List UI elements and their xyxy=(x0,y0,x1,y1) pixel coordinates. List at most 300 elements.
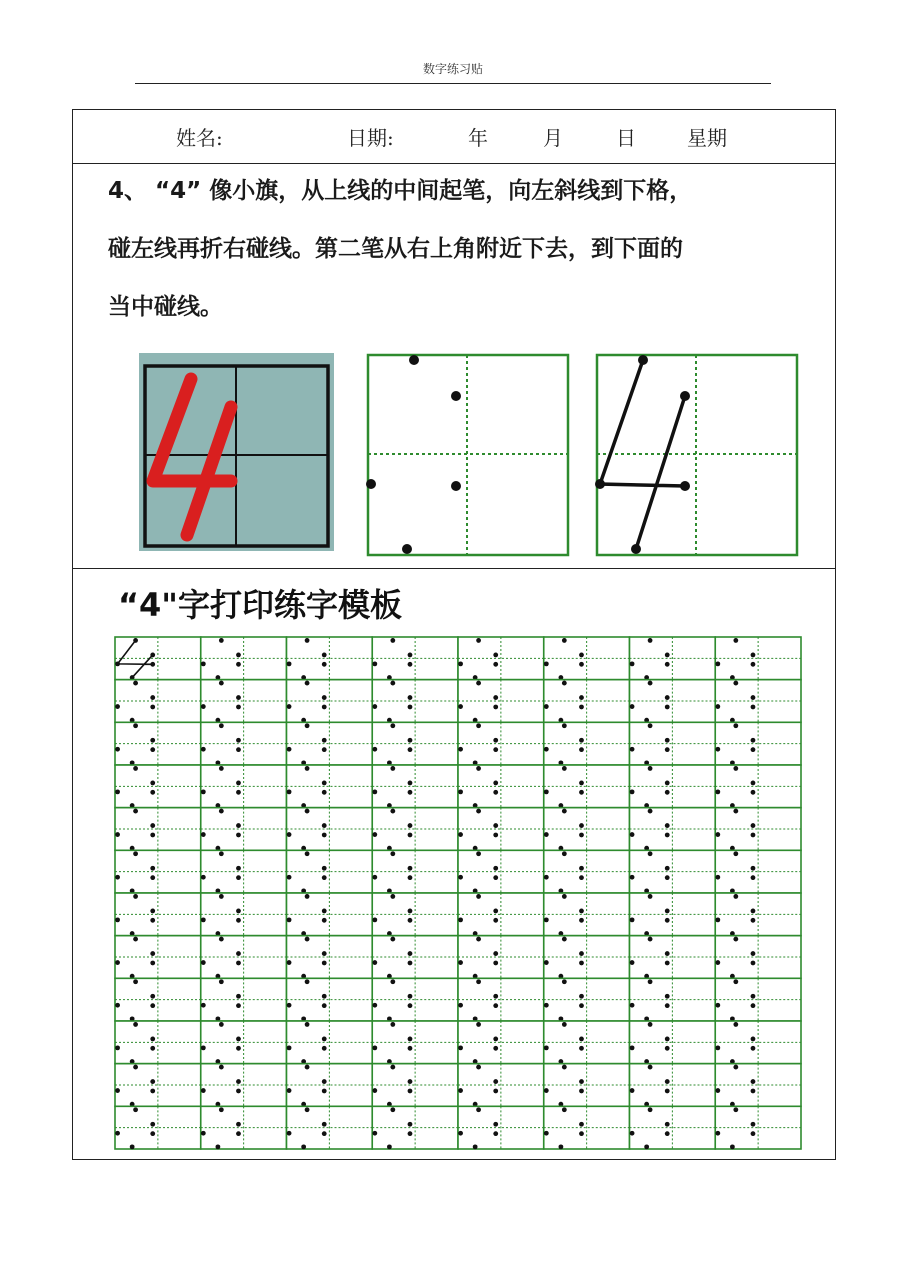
guide-dot xyxy=(236,662,241,667)
guide-dot xyxy=(630,1045,635,1050)
guide-dot xyxy=(322,909,327,914)
guide-dot xyxy=(559,1144,564,1149)
guide-dot xyxy=(458,832,463,837)
guide-dot xyxy=(579,781,584,786)
guide-dot xyxy=(579,1131,584,1136)
guide-dot xyxy=(133,1022,138,1027)
guide-dot xyxy=(715,1003,720,1008)
guide-dot xyxy=(493,961,498,966)
guide-dot xyxy=(493,866,498,871)
guide-dot xyxy=(408,662,413,667)
info-row xyxy=(73,110,835,164)
guide-dot xyxy=(236,1003,241,1008)
guide-dot xyxy=(579,790,584,795)
guide-dot xyxy=(665,823,670,828)
guide-dot xyxy=(476,937,481,942)
guide-dot xyxy=(715,789,720,794)
dot-guide-box xyxy=(366,353,570,557)
guide-dot xyxy=(390,766,395,771)
guide-dot xyxy=(287,875,292,880)
guide-dot xyxy=(751,866,756,871)
guide-dot xyxy=(665,909,670,914)
guide-dot xyxy=(372,661,377,666)
guide-dot xyxy=(458,1003,463,1008)
guide-dot xyxy=(751,1089,756,1094)
guide-dot xyxy=(579,662,584,667)
guide-dot xyxy=(493,918,498,923)
guide-dot xyxy=(408,994,413,999)
guide-dot xyxy=(115,789,120,794)
guide-dot xyxy=(287,747,292,752)
guide-dot xyxy=(630,747,635,752)
guide-dot xyxy=(372,1088,377,1093)
guide-dot xyxy=(219,809,224,814)
guide-dot xyxy=(544,875,549,880)
guide-dot xyxy=(219,681,224,686)
guide-dot xyxy=(751,662,756,667)
guide-dot xyxy=(458,1045,463,1050)
guide-dot xyxy=(579,918,584,923)
month-label: 月 xyxy=(543,126,563,150)
guide-dot xyxy=(322,1003,327,1008)
guide-dot xyxy=(150,662,155,667)
guide-dot xyxy=(751,909,756,914)
guide-dot xyxy=(408,781,413,786)
guide-dot xyxy=(579,1046,584,1051)
guide-dot xyxy=(408,866,413,871)
guide-dot xyxy=(665,1089,670,1094)
guide-dot xyxy=(476,1065,481,1070)
guide-dot xyxy=(287,704,292,709)
guide-dot xyxy=(544,960,549,965)
guide-dot xyxy=(150,738,155,743)
guide-dot xyxy=(630,917,635,922)
guide-dot xyxy=(322,833,327,838)
guide-dot xyxy=(648,1022,653,1027)
guide-dot xyxy=(476,979,481,984)
guide-dot xyxy=(648,723,653,728)
guide-dot xyxy=(372,1045,377,1050)
stroke-guide-box xyxy=(595,353,799,557)
guide-dot xyxy=(562,638,567,643)
guide-dot xyxy=(219,1022,224,1027)
guide-dot xyxy=(236,738,241,743)
guide-dot xyxy=(322,1131,327,1136)
guide-dot xyxy=(287,1088,292,1093)
guide-dot xyxy=(476,766,481,771)
guide-dot xyxy=(665,1003,670,1008)
guide-dot xyxy=(648,638,653,643)
guide-dot xyxy=(715,704,720,709)
guide-dot xyxy=(451,481,461,491)
guide-dot xyxy=(751,875,756,880)
guide-dot xyxy=(287,1003,292,1008)
guide-dot xyxy=(390,851,395,856)
guide-dot xyxy=(648,766,653,771)
guide-dot xyxy=(579,653,584,658)
guide-dot xyxy=(201,1131,206,1136)
guide-dot xyxy=(133,681,138,686)
worksheet xyxy=(72,109,836,1160)
guide-dot xyxy=(408,747,413,752)
guide-dot xyxy=(579,1089,584,1094)
guide-dot xyxy=(544,661,549,666)
guide-dot xyxy=(408,790,413,795)
guide-dot xyxy=(133,723,138,728)
guide-dot xyxy=(322,747,327,752)
guide-dot xyxy=(544,1045,549,1050)
guide-dot xyxy=(630,789,635,794)
guide-dot xyxy=(476,681,481,686)
guide-dot xyxy=(715,1088,720,1093)
guide-dot xyxy=(715,960,720,965)
guide-dot xyxy=(493,747,498,752)
guide-dot xyxy=(236,790,241,795)
guide-dot xyxy=(493,1003,498,1008)
guide-dot xyxy=(305,851,310,856)
guide-dot xyxy=(630,1131,635,1136)
guide-dot xyxy=(579,695,584,700)
guide-dot xyxy=(476,894,481,899)
guide-dot xyxy=(562,1022,567,1027)
guide-dot xyxy=(579,961,584,966)
guide-dot xyxy=(390,1107,395,1112)
guide-dot xyxy=(390,1065,395,1070)
guide-dot xyxy=(648,681,653,686)
guide-dot xyxy=(236,866,241,871)
guide-dot xyxy=(408,951,413,956)
guide-dot xyxy=(236,875,241,880)
guide-dot xyxy=(219,979,224,984)
guide-dot xyxy=(579,1122,584,1127)
guide-dot xyxy=(458,1131,463,1136)
guide-dot xyxy=(579,875,584,880)
guide-dot xyxy=(236,705,241,710)
guide-dot xyxy=(476,723,481,728)
guide-dot xyxy=(665,1122,670,1127)
guide-dot xyxy=(458,917,463,922)
guide-dot xyxy=(493,695,498,700)
guide-dot xyxy=(751,1046,756,1051)
guide-dot xyxy=(579,823,584,828)
guide-dot xyxy=(236,1089,241,1094)
guide-dot xyxy=(409,355,419,365)
guide-dot xyxy=(372,747,377,752)
guide-dot xyxy=(150,1046,155,1051)
guide-dot xyxy=(150,1122,155,1127)
guide-dot xyxy=(236,961,241,966)
guide-dot xyxy=(579,1037,584,1042)
guide-dot xyxy=(201,1003,206,1008)
guide-dot xyxy=(665,875,670,880)
guide-dot xyxy=(287,917,292,922)
guide-dot xyxy=(648,937,653,942)
guide-dot xyxy=(665,747,670,752)
guide-dot xyxy=(733,638,738,643)
guide-dot xyxy=(115,1131,120,1136)
guide-dot xyxy=(287,789,292,794)
guide-dot xyxy=(493,781,498,786)
guide-dot xyxy=(638,355,648,365)
guide-dot xyxy=(387,1144,392,1149)
guide-dot xyxy=(372,832,377,837)
guide-dot xyxy=(493,909,498,914)
guide-dot xyxy=(751,747,756,752)
guide-dot xyxy=(630,1088,635,1093)
guide-dot xyxy=(305,1107,310,1112)
guide-dot xyxy=(458,661,463,666)
guide-dot xyxy=(562,766,567,771)
guide-dot xyxy=(458,747,463,752)
weekday-label: 星期 xyxy=(687,126,727,150)
guide-dot xyxy=(751,1122,756,1127)
guide-dot xyxy=(751,994,756,999)
guide-dot xyxy=(305,809,310,814)
guide-dot xyxy=(236,1079,241,1084)
guide-dot xyxy=(630,960,635,965)
guide-dot xyxy=(150,1131,155,1136)
guide-dot xyxy=(751,823,756,828)
guide-dot xyxy=(390,1022,395,1027)
guide-dot xyxy=(305,1022,310,1027)
guide-dot xyxy=(493,1131,498,1136)
guide-dot xyxy=(751,1131,756,1136)
guide-dot xyxy=(451,391,461,401)
guide-dot xyxy=(493,1089,498,1094)
guide-dot xyxy=(751,833,756,838)
guide-dot xyxy=(133,937,138,942)
guide-dot xyxy=(236,1131,241,1136)
guide-dot xyxy=(305,1065,310,1070)
guide-dot xyxy=(562,894,567,899)
guide-dot xyxy=(630,1003,635,1008)
guide-dot xyxy=(665,961,670,966)
guide-dot xyxy=(733,766,738,771)
guide-dot xyxy=(751,705,756,710)
guide-dot xyxy=(493,653,498,658)
guide-dot xyxy=(133,1065,138,1070)
guide-dot xyxy=(680,391,690,401)
guide-dot xyxy=(372,1003,377,1008)
guide-dot xyxy=(322,823,327,828)
header-rule xyxy=(135,83,771,84)
guide-dot xyxy=(305,681,310,686)
guide-dot xyxy=(372,875,377,880)
guide-dot xyxy=(201,747,206,752)
guide-dot xyxy=(630,832,635,837)
guide-dot xyxy=(493,738,498,743)
guide-dot xyxy=(648,894,653,899)
guide-dot xyxy=(408,918,413,923)
guide-dot xyxy=(408,961,413,966)
guide-dot xyxy=(733,1022,738,1027)
guide-dot xyxy=(493,1046,498,1051)
guide-dot xyxy=(236,781,241,786)
guide-dot xyxy=(715,1045,720,1050)
guide-dot xyxy=(733,723,738,728)
guide-dot xyxy=(408,1079,413,1084)
guide-dot xyxy=(236,951,241,956)
guide-dot xyxy=(458,789,463,794)
guide-dot xyxy=(408,1089,413,1094)
instruction-line: 碰左线再折右碰线。第二笔从右上角附近下去，到下面的 xyxy=(108,236,683,262)
guide-dot xyxy=(562,937,567,942)
guide-dot xyxy=(751,781,756,786)
guide-dot xyxy=(236,833,241,838)
guide-dot xyxy=(287,832,292,837)
guide-dot xyxy=(493,1079,498,1084)
guide-dot xyxy=(236,653,241,658)
guide-dot xyxy=(133,809,138,814)
guide-dot xyxy=(544,1088,549,1093)
guide-dot xyxy=(201,875,206,880)
guide-dot xyxy=(648,851,653,856)
guide-dot xyxy=(562,809,567,814)
guide-dot xyxy=(133,979,138,984)
guide-dot xyxy=(408,909,413,914)
guide-dot xyxy=(476,809,481,814)
guide-dot xyxy=(150,994,155,999)
guide-dot xyxy=(733,809,738,814)
guide-dot xyxy=(322,705,327,710)
guide-dot xyxy=(648,1107,653,1112)
guide-dot xyxy=(665,1131,670,1136)
guide-dot xyxy=(579,747,584,752)
guide-dot xyxy=(305,723,310,728)
guide-dot xyxy=(476,638,481,643)
guide-dot xyxy=(236,747,241,752)
guide-dot xyxy=(579,994,584,999)
guide-dot xyxy=(648,979,653,984)
guide-dot xyxy=(305,766,310,771)
guide-dot xyxy=(665,738,670,743)
guide-dot xyxy=(150,790,155,795)
guide-dot xyxy=(579,1003,584,1008)
guide-dot xyxy=(665,951,670,956)
guide-dot xyxy=(390,809,395,814)
guide-dot xyxy=(115,917,120,922)
guide-dot xyxy=(665,918,670,923)
page-header-title: 数字练习贴 xyxy=(422,62,483,76)
guide-dot xyxy=(390,894,395,899)
guide-dot xyxy=(133,766,138,771)
guide-dot xyxy=(680,481,690,491)
guide-dot xyxy=(665,790,670,795)
guide-dot xyxy=(493,1037,498,1042)
guide-dot xyxy=(751,653,756,658)
guide-dot xyxy=(715,832,720,837)
guide-dot xyxy=(133,638,138,643)
guide-dot xyxy=(150,781,155,786)
demo-digit-box xyxy=(139,353,334,551)
guide-dot xyxy=(408,833,413,838)
year-label: 年 xyxy=(468,126,488,150)
guide-dot xyxy=(322,1089,327,1094)
guide-dot xyxy=(665,833,670,838)
guide-dot xyxy=(476,1107,481,1112)
guide-dot xyxy=(305,638,310,643)
guide-dot xyxy=(458,1088,463,1093)
guide-dot xyxy=(544,1003,549,1008)
guide-dot xyxy=(408,1122,413,1127)
guide-dot xyxy=(322,1046,327,1051)
guide-dot xyxy=(493,662,498,667)
guide-dot xyxy=(630,704,635,709)
guide-dot xyxy=(287,1131,292,1136)
guide-dot xyxy=(219,937,224,942)
guide-dot xyxy=(665,781,670,786)
guide-dot xyxy=(493,790,498,795)
guide-dot xyxy=(219,1107,224,1112)
guide-dot xyxy=(648,1065,653,1070)
guide-dot xyxy=(493,823,498,828)
guide-dot xyxy=(322,662,327,667)
guide-dot xyxy=(201,704,206,709)
guide-dot xyxy=(150,961,155,966)
guide-dot xyxy=(408,653,413,658)
guide-dot xyxy=(133,894,138,899)
guide-dot xyxy=(219,1065,224,1070)
guide-dot xyxy=(562,1065,567,1070)
guide-dot xyxy=(150,747,155,752)
guide-dot xyxy=(751,961,756,966)
guide-dot xyxy=(733,1065,738,1070)
guide-dot xyxy=(287,1045,292,1050)
guide-dot xyxy=(305,894,310,899)
guide-dot xyxy=(150,695,155,700)
guide-dot xyxy=(236,695,241,700)
guide-dot xyxy=(372,960,377,965)
guide-dot xyxy=(408,1003,413,1008)
guide-dot xyxy=(579,1079,584,1084)
guide-dot xyxy=(150,875,155,880)
guide-dot xyxy=(402,544,412,554)
guide-dot xyxy=(201,960,206,965)
guide-dot xyxy=(665,705,670,710)
guide-dot xyxy=(305,979,310,984)
guide-dot xyxy=(219,851,224,856)
guide-dot xyxy=(562,681,567,686)
guide-dot xyxy=(715,661,720,666)
guide-dot xyxy=(751,1037,756,1042)
guide-dot xyxy=(236,918,241,923)
guide-dot xyxy=(236,1037,241,1042)
guide-dot xyxy=(665,695,670,700)
guide-dot xyxy=(201,1045,206,1050)
guide-dot xyxy=(219,894,224,899)
guide-dot xyxy=(408,705,413,710)
guide-dot xyxy=(219,723,224,728)
guide-dot xyxy=(733,937,738,942)
guide-dot xyxy=(408,875,413,880)
guide-dot xyxy=(150,823,155,828)
guide-dot xyxy=(115,1045,120,1050)
guide-dot xyxy=(287,661,292,666)
guide-dot xyxy=(733,979,738,984)
guide-dot xyxy=(201,1088,206,1093)
guide-dot xyxy=(473,1144,478,1149)
guide-dot xyxy=(458,875,463,880)
guide-dot xyxy=(408,823,413,828)
guide-dot xyxy=(150,1003,155,1008)
guide-dot xyxy=(150,1037,155,1042)
guide-dot xyxy=(322,790,327,795)
guide-dot xyxy=(595,479,605,489)
guide-dot xyxy=(150,866,155,871)
guide-dot xyxy=(372,789,377,794)
guide-dot xyxy=(305,937,310,942)
guide-dot xyxy=(630,661,635,666)
